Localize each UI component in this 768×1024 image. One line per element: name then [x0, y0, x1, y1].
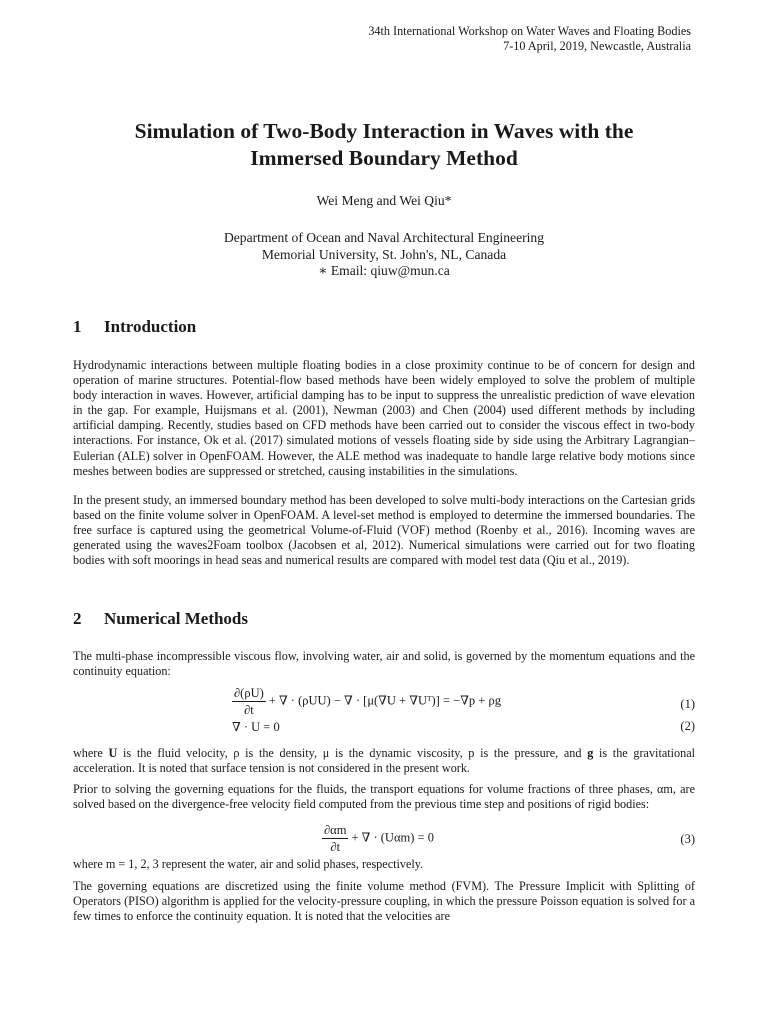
fraction-denominator: ∂t	[244, 703, 254, 717]
authors: Wei Meng and Wei Qiu*	[316, 193, 452, 208]
equation-1-body: + ∇ · (ρUU) − ∇ · [μ(∇U + ∇Uᵀ)] = −∇p + ρg	[268, 693, 501, 708]
methods-paragraph-3: Prior to solving the governing equations for the fluids, the transport equations for volume fractions of three phases, αm, are solved based on the divergence-free velocity field computed from the previous time step and positions of rigid bodies:	[73, 782, 695, 812]
equation-1-fraction	[232, 686, 266, 717]
text-span: is the fluid velocity, ρ is the density, μ is the dynamic viscosity, p is the pressure, and	[117, 746, 588, 760]
title-line-1: Simulation of Two-Body Interaction in Waves with the	[134, 119, 634, 143]
running-header	[368, 24, 691, 54]
symbol-velocity: U	[108, 746, 118, 760]
equation-3	[322, 823, 434, 854]
methods-paragraph-4: where m = 1, 2, 3 represent the water, air and solid phases, respectively.	[73, 857, 424, 871]
fraction-numerator: ∂(ρU)	[234, 686, 264, 700]
equation-3-label: (3)	[680, 832, 695, 846]
equation-1-label: (1)	[680, 697, 695, 711]
text-span: where	[73, 746, 109, 760]
equation-3-body: + ∇ · (Uαm) = 0	[351, 830, 434, 845]
section-heading-introduction	[73, 317, 196, 337]
affiliation-email: ∗ Email: qiuw@mun.ca	[318, 263, 450, 278]
equation-3-fraction	[322, 823, 348, 854]
section-title: Numerical Methods	[104, 609, 249, 628]
methods-paragraph-5: The governing equations are discretized using the finite volume method (FVM). The Pressure Implicit with Splitting of Operators (PISO) algorithm is applied for the velocity-pressure coupling, in which the pressure Poisson equation is solved for a few times to enforce the continuity equation. It is noted that the velocities are	[73, 879, 695, 924]
symbol-gravity: g	[587, 746, 594, 760]
affiliation-department: Department of Ocean and Naval Architectural Engineering	[223, 230, 545, 245]
intro-paragraph-2: In the present study, an immersed boundary method has been developed to solve multi-body interactions on the Cartesian grids based on the finite volume solver in OpenFOAM. A level-set method is employed to determine the immersed boundaries. The free surface is captured using the geometrical Volume-of-Fluid (VOF) method (Roenby et al., 2016). Incoming waves are generated using the waves2Foam toolbox (Jacobsen et al, 2012). Numerical simulations were carried out for two floating bodies with soft moorings in head seas and numerical results are compared with model test data (Qiu et al., 2019).	[73, 493, 695, 568]
methods-paragraph-2	[73, 746, 695, 776]
methods-paragraph-1: The multi-phase incompressible viscous flow, involving water, air and solid, is governed by the momentum equations and the continuity equation:	[73, 649, 695, 679]
fraction-denominator: ∂t	[330, 840, 341, 854]
affiliation	[0, 230, 768, 280]
section-number: 1	[73, 317, 82, 336]
fraction-numerator: ∂αm	[324, 823, 347, 837]
title-line-2: Immersed Boundary Method	[250, 146, 518, 170]
equation-2: ∇ · U = 0	[232, 720, 280, 734]
conference-name: 34th International Workshop on Water Waves and Floating Bodies	[368, 24, 691, 38]
conference-date-location: 7-10 April, 2019, Newcastle, Australia	[503, 39, 691, 53]
section-number: 2	[73, 609, 82, 628]
text-span: is the gravitational acceleration. It is noted that surface tension is not considered in the present work.	[73, 746, 695, 776]
equation-2-label: (2)	[680, 719, 695, 733]
affiliation-university: Memorial University, St. John's, NL, Canada	[261, 246, 507, 262]
intro-paragraph-1: Hydrodynamic interactions between multiple floating bodies in a close proximity continue to be of concern for design and operation of marine structures. Potential-flow based methods have been widely employed to solve the problem of multiple body interaction in waves. However, artificial damping has to be input to suppress the unrealistic prediction of wave elevation in the gap. For example, Huijsmans et al. (2001), Newman (2003) and Chen (2004) used different methods by including artificial damping. Recently, studies based on CFD methods have been carried out to consider the viscous effect in two-body interactions. For instance, Ok et al. (2017) simulated motions of vessels floating side by side using the Arbitrary Lagrangian–Eulerian (ALE) solver in OpenFOAM. However, the ALE method was inadequate to handle large relative body motions since meshes between bodies are suppressed or stretched, causing instabilities in the simulations.	[73, 358, 695, 478]
equation-1	[232, 686, 501, 717]
section-title: Introduction	[104, 317, 197, 336]
section-heading-numerical-methods	[73, 609, 248, 629]
paper-title	[60, 118, 708, 172]
